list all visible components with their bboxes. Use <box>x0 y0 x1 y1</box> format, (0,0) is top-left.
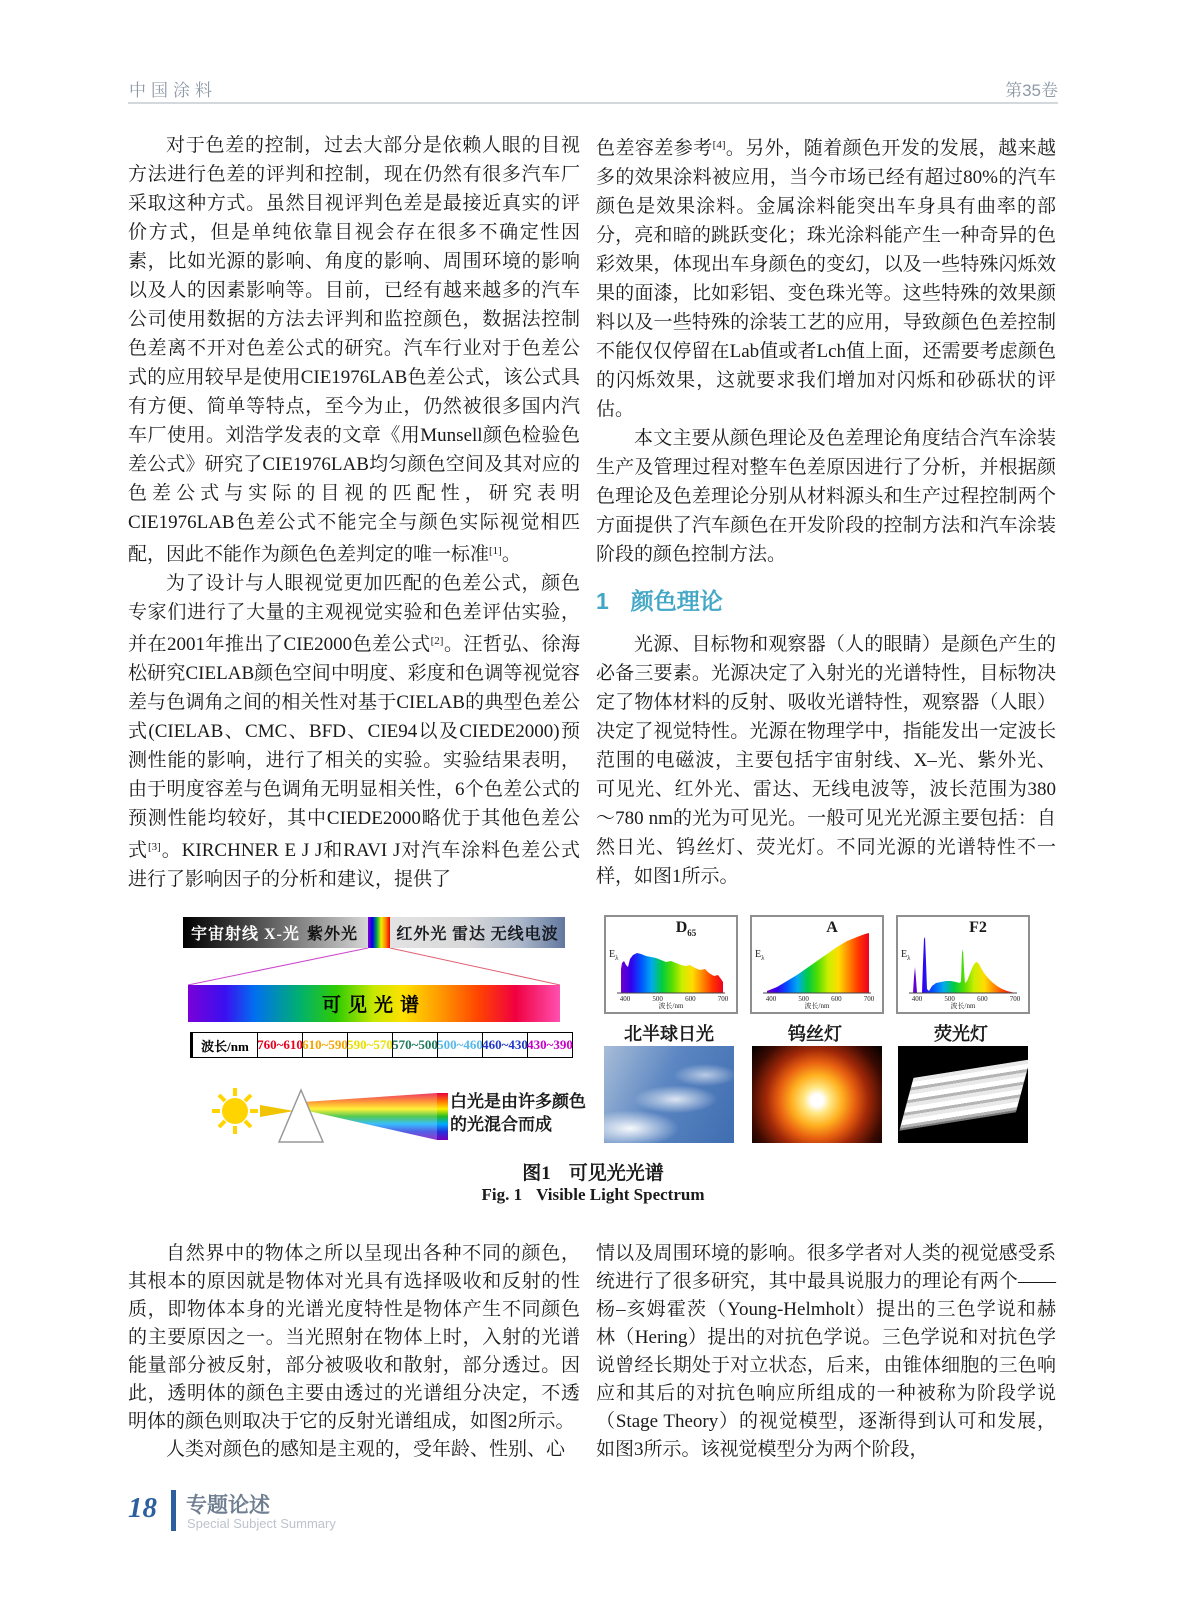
volume-number: 第35卷 <box>1005 81 1058 100</box>
prism-triangle <box>279 1090 323 1142</box>
fluorescent-lamp-photo <box>898 1046 1028 1143</box>
rainbow-fan <box>303 1093 437 1140</box>
paragraph: 光源、目标物和观察器（人的眼睛）是颜色产生的必备三要素。光源决定了入射光的光谱特性，目标物决定了物体材料的反射、吸收光谱特性，观察器（人眼）决定了视觉特性。光源在物理学中，指能发出一定波长范围的电磁波，主要包括宇宙射线、X–光、紫外光、可见光、红外光、雷达、无线电波等，波长范围为380～780 nm的光为可见光。一般可见光光源主要包括：自然日光、钨丝灯、荧光灯。不同光源的光谱特性不一样，如图1所示。 <box>596 634 1056 887</box>
em-band-right-segment <box>390 917 565 948</box>
right-column-bottom <box>596 1240 1056 1464</box>
spectrum-chart-f2 <box>896 915 1030 1014</box>
cosmic-xray-label: 宇宙射线 X-光 <box>191 926 300 943</box>
radio-label: 无线电波 <box>490 926 559 943</box>
light-ray-arrow <box>260 1105 294 1117</box>
d65-curve <box>613 929 729 999</box>
section-title: 颜色理论 <box>630 588 723 614</box>
wavelength-range: 760~610 <box>257 1033 302 1057</box>
illuminant-label: $D_{65}$ <box>675 919 697 939</box>
light-source-label: 北半球日光 <box>624 1024 714 1044</box>
x-axis-ticks: 400 500 600 700 <box>765 995 875 1003</box>
x-axis-label: 波长/nm <box>950 1002 976 1010</box>
x-axis-label: 波长/nm <box>658 1002 684 1010</box>
wavelength-range: 570~500 <box>392 1033 437 1057</box>
spectrum-zoom-lines <box>183 948 565 985</box>
footer-column-title: 专题论述 <box>186 1494 270 1517</box>
fluorescent-fixture <box>900 1059 1028 1128</box>
figure-caption-en: Fig. 1 Visible Light Spectrum <box>481 1185 705 1204</box>
light-source-label: 钨丝灯 <box>788 1024 842 1044</box>
page-number: 18 <box>128 1492 157 1524</box>
visible-spectrum-bar <box>188 985 560 1022</box>
wavelength-range: 500~460 <box>437 1033 482 1057</box>
left-column-top <box>128 131 580 894</box>
em-band-left-segment <box>183 917 368 948</box>
section-number: 1 <box>596 588 609 614</box>
journal-name: 中国涂料 <box>129 81 217 100</box>
paragraph: 人类对颜色的感知是主观的，受年龄、性别、心 <box>166 1439 566 1460</box>
a-curve <box>759 929 875 999</box>
paragraph: 对于色差的控制，过去大部分是依赖人眼的目视方法进行色差的评判和控制，现在仍然有很多汽车厂采取这种方式。虽然目视评判色差是最接近真实的评价方式，但是单纯依靠目视会存在很多不确定性因素，比如光源的影响、角度的影响、周围环境的影响以及人的因素影响等。目前，已经有越来越多的汽车公司使用数据的方法去评判和监控颜色，数据法控制色差离不开对色差公式的研究。汽车行业对于色差公式的应用较早是使用CIE1976LAB色差公式，该公式具有方便、简单等特点，至今为止，仍然被很多国内汽车厂使用。刘浩学发表的文章《用Munsell颜色检验色差公式》研究了CIE1976LAB均匀颜色空间及其对应的色差公式与实际的目视的匹配性，研究表明CIE1976LAB色差公式不能完全与颜色实际视觉相匹配，因此不能作为颜色色差判定的唯一标准[1]。 <box>128 135 580 565</box>
right-column-top <box>596 131 1056 891</box>
mixed-light-bar <box>437 1093 448 1140</box>
spectrum-chart-d65 <box>604 915 738 1014</box>
f2-curve <box>905 929 1021 999</box>
illuminant-label: F2 <box>969 919 987 936</box>
section-heading <box>596 587 1056 616</box>
left-column-bottom <box>128 1240 580 1464</box>
y-axis-label: $E_\lambda$ <box>901 949 911 962</box>
wavelength-range: 590~570 <box>347 1033 392 1057</box>
paragraph: 情以及周围环境的影响。很多学者对人类的视觉感受系统进行了很多研究，其中最具说服力的理论有两个——杨–亥姆霍茨（Young-Helmholt）提出的三色学说和赫林（Hering）提出的对抗色学说。三色学说和对抗色学说曾经长期处于对立状态，后来，由锥体细胞的三色响应和其后的对抗色响应所组成的一种被称为阶段学说（Stage Theory）的视觉模型，逐渐得到认可和发展，如图3所示。该视觉模型分为两个阶段， <box>596 1243 1056 1460</box>
tungsten-bulb-photo <box>752 1046 882 1143</box>
wavelength-header: 波长/nm <box>201 1038 249 1054</box>
visible-spectrum-label: 可见光谱 <box>321 995 426 1016</box>
x-axis-ticks: 400 500 600 700 <box>911 995 1021 1003</box>
x-axis-label: 波长/nm <box>804 1002 830 1010</box>
wavelength-table <box>190 1032 573 1058</box>
visible-strip <box>368 917 390 948</box>
paragraph: 本文主要从颜色理论及色差理论角度结合汽车涂装生产及管理过程对整车色差原因进行了分析，并根据颜色理论及色差理论分别从材料源头和生产过程控制两个方面提供了汽车颜色在开发阶段的控制方法和汽车涂装阶段的颜色控制方法。 <box>596 428 1056 565</box>
uv-label: 紫外光 <box>306 926 358 943</box>
wavelength-range: 430~390 <box>527 1033 572 1057</box>
light-source-label: 荧光灯 <box>934 1024 988 1044</box>
x-axis-ticks: 400 500 600 700 <box>619 995 729 1003</box>
prism-note: 白光是由许多颜色 的光混合而成 <box>450 1092 586 1134</box>
y-axis-label: $E_\lambda$ <box>755 949 765 962</box>
footer-column-subtitle: Special Subject Summary <box>187 1516 336 1531</box>
wavelength-range: 460~430 <box>482 1033 527 1057</box>
paragraph: 自然界中的物体之所以呈现出各种不同的颜色，其根本的原因就是物体对光具有选择吸收和反射的性质，即物体本身的光谱光度特性是物体产生不同颜色的主要原因之一。当光照射在物体上时，入射的光谱能量部分被反射，部分被吸收和散射，部分透过。因此，透明体的颜色主要由透过的光谱组分决定，不透明体的颜色则取决于它的反射光谱组成，如图2所示。 <box>128 1243 580 1432</box>
radar-label: 雷达 <box>451 926 486 943</box>
em-spectrum-band <box>183 917 565 948</box>
daylight-sky-photo <box>604 1046 734 1143</box>
ir-label: 红外光 <box>396 926 448 943</box>
paragraph: 为了设计与人眼视觉更加匹配的色差公式，颜色专家们进行了大量的主观视觉实验和色差评估实验，并在2001年推出了CIE2000色差公式[2]。汪哲弘、徐海松研究CIELAB颜色空间中明度、彩度和色调等视觉容差与色调角之间的相关性对基于CIELAB的典型色差公式(CIELAB、CMC、BFD、CIE94以及CIEDE2000)预测性能的影响，进行了相关的实验。实验结果表明，由于明度容差与色调角无明显相关性，6个色差公式的预测性能均较好，其中CIEDE2000略优于其他色差公式[3]。KIRCHNER E J J和RAVI J对汽车涂料色差公式进行了影响因子的分析和建议，提供了 <box>128 573 580 890</box>
wavelength-range: 610~590 <box>302 1033 347 1057</box>
y-axis-label: $E_\lambda$ <box>609 949 619 962</box>
footer-divider-bar <box>171 1490 176 1531</box>
figure-caption-zh: 图1 可见光光谱 <box>522 1163 664 1184</box>
paragraph: 色差容差参考[4]。另外，随着颜色开发的发展，越来越多的效果涂料被应用，当今市场已经有超过80%的汽车颜色是效果涂料。金属涂料能突出车身具有曲率的部分，亮和暗的跳跃变化；珠光涂料能产生一种奇异的色彩效果，体现出车身颜色的变幻，以及一些特殊闪烁效果的面漆，比如彩铝、变色珠光等。这些特殊的效果颜料以及一些特殊的涂装工艺的应用，导致颜色色差控制不能仅仅停留在Lab值或者Lch值上面，还需要考虑颜色的闪烁效果，这就要求我们增加对闪烁和砂砾状的评估。 <box>596 138 1056 420</box>
spectrum-chart-a <box>750 915 884 1014</box>
header-divider <box>128 102 1058 104</box>
illuminant-label: A <box>826 919 838 936</box>
